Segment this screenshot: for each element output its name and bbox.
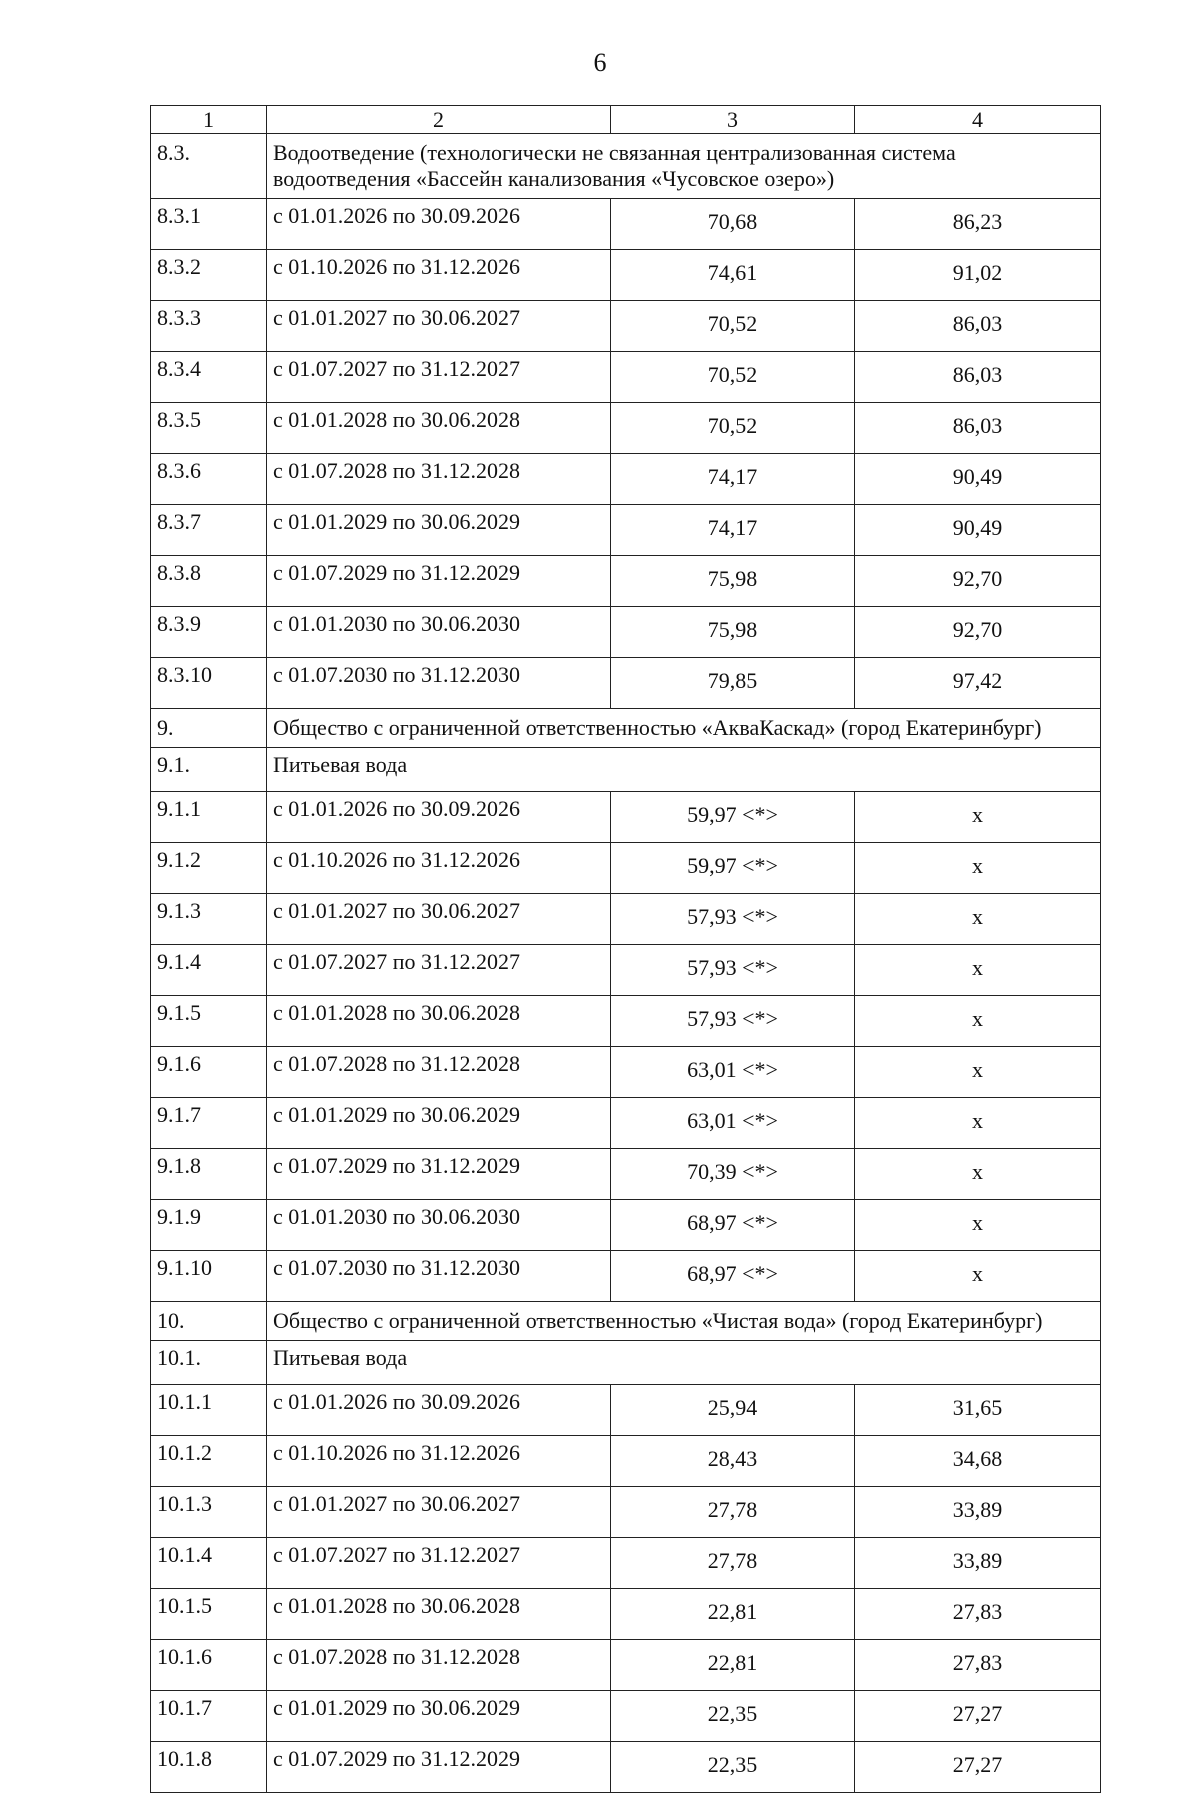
row-value-3: 70,39 <*> — [611, 1149, 855, 1200]
row-period: с 01.07.2027 по 31.12.2027 — [267, 1538, 611, 1589]
row-code: 10.1.6 — [151, 1640, 267, 1691]
table-row — [151, 1098, 1101, 1149]
row-code: 10.1. — [151, 1341, 267, 1385]
table-row — [151, 945, 1101, 996]
row-value-4: x — [855, 894, 1101, 945]
row-value-4: x — [855, 1047, 1101, 1098]
table-row — [151, 894, 1101, 945]
row-label: Питьевая вода — [267, 1341, 1101, 1385]
row-code: 9.1. — [151, 748, 267, 792]
row-value-4: 92,70 — [855, 607, 1101, 658]
row-period: с 01.10.2026 по 31.12.2026 — [267, 250, 611, 301]
row-period: с 01.07.2030 по 31.12.2030 — [267, 658, 611, 709]
row-value-3: 59,97 <*> — [611, 792, 855, 843]
row-value-3: 59,97 <*> — [611, 843, 855, 894]
row-value-4: 86,03 — [855, 403, 1101, 454]
row-label: Питьевая вода — [267, 748, 1101, 792]
table-body — [151, 134, 1101, 1793]
column-header-3: 3 — [611, 106, 855, 134]
row-value-3: 27,78 — [611, 1487, 855, 1538]
row-value-4: 92,70 — [855, 556, 1101, 607]
row-value-4: x — [855, 792, 1101, 843]
row-code: 9.1.10 — [151, 1251, 267, 1302]
row-period: с 01.07.2028 по 31.12.2028 — [267, 454, 611, 505]
row-period: с 01.10.2026 по 31.12.2026 — [267, 1436, 611, 1487]
row-value-4: 90,49 — [855, 505, 1101, 556]
row-value-4: x — [855, 996, 1101, 1047]
row-code: 10.1.5 — [151, 1589, 267, 1640]
row-period: с 01.01.2027 по 30.06.2027 — [267, 894, 611, 945]
row-value-4: 31,65 — [855, 1385, 1101, 1436]
row-value-3: 22,81 — [611, 1589, 855, 1640]
group-row — [151, 134, 1101, 199]
row-value-3: 70,52 — [611, 301, 855, 352]
row-value-3: 79,85 — [611, 658, 855, 709]
row-period: с 01.01.2028 по 30.06.2028 — [267, 996, 611, 1047]
row-value-3: 57,93 <*> — [611, 996, 855, 1047]
row-value-3: 22,35 — [611, 1742, 855, 1793]
row-value-4: x — [855, 1149, 1101, 1200]
row-period: с 01.01.2028 по 30.06.2028 — [267, 403, 611, 454]
table-row — [151, 454, 1101, 505]
table-row — [151, 556, 1101, 607]
row-value-3: 22,81 — [611, 1640, 855, 1691]
row-value-3: 63,01 <*> — [611, 1098, 855, 1149]
row-code: 9.1.7 — [151, 1098, 267, 1149]
row-code: 9.1.9 — [151, 1200, 267, 1251]
row-value-4: 27,83 — [855, 1640, 1101, 1691]
row-value-3: 70,52 — [611, 352, 855, 403]
row-period: с 01.07.2028 по 31.12.2028 — [267, 1640, 611, 1691]
row-code: 10.1.2 — [151, 1436, 267, 1487]
table-row — [151, 1149, 1101, 1200]
row-period: с 01.01.2026 по 30.09.2026 — [267, 1385, 611, 1436]
row-value-3: 74,17 — [611, 505, 855, 556]
group-row — [151, 709, 1101, 748]
table-row — [151, 607, 1101, 658]
row-code: 9.1.8 — [151, 1149, 267, 1200]
row-value-3: 70,68 — [611, 199, 855, 250]
row-code: 8.3.8 — [151, 556, 267, 607]
table-row — [151, 250, 1101, 301]
row-period: с 01.01.2027 по 30.06.2027 — [267, 301, 611, 352]
row-code: 8.3.7 — [151, 505, 267, 556]
row-label: Общество с ограниченной ответственностью «Чистая вода» (город Екатеринбург) — [267, 1302, 1101, 1341]
row-value-3: 68,97 <*> — [611, 1200, 855, 1251]
row-value-4: 86,03 — [855, 301, 1101, 352]
row-period: с 01.01.2026 по 30.09.2026 — [267, 792, 611, 843]
row-value-3: 75,98 — [611, 556, 855, 607]
table-row — [151, 1691, 1101, 1742]
row-code: 9.1.5 — [151, 996, 267, 1047]
row-value-4: 90,49 — [855, 454, 1101, 505]
row-value-3: 68,97 <*> — [611, 1251, 855, 1302]
row-period: с 01.07.2029 по 31.12.2029 — [267, 1149, 611, 1200]
row-value-4: x — [855, 945, 1101, 996]
row-code: 8.3.2 — [151, 250, 267, 301]
row-value-3: 70,52 — [611, 403, 855, 454]
row-period: с 01.01.2026 по 30.09.2026 — [267, 199, 611, 250]
column-header-1: 1 — [151, 106, 267, 134]
tariff-table — [150, 105, 1101, 1793]
row-value-4: 33,89 — [855, 1487, 1101, 1538]
row-period: с 01.07.2028 по 31.12.2028 — [267, 1047, 611, 1098]
row-value-4: x — [855, 1098, 1101, 1149]
row-code: 9.1.4 — [151, 945, 267, 996]
row-period: с 01.01.2027 по 30.06.2027 — [267, 1487, 611, 1538]
row-code: 8.3.5 — [151, 403, 267, 454]
row-period: с 01.01.2029 по 30.06.2029 — [267, 505, 611, 556]
row-value-3: 28,43 — [611, 1436, 855, 1487]
table-row — [151, 1385, 1101, 1436]
table-row — [151, 505, 1101, 556]
row-value-4: 27,83 — [855, 1589, 1101, 1640]
row-period: с 01.01.2029 по 30.06.2029 — [267, 1098, 611, 1149]
row-code: 8.3.6 — [151, 454, 267, 505]
table-row — [151, 996, 1101, 1047]
row-code: 10.1.1 — [151, 1385, 267, 1436]
table-row — [151, 301, 1101, 352]
row-period: с 01.10.2026 по 31.12.2026 — [267, 843, 611, 894]
table-header-row — [151, 106, 1101, 134]
row-value-4: 86,23 — [855, 199, 1101, 250]
row-code: 9.1.6 — [151, 1047, 267, 1098]
row-value-4: 91,02 — [855, 250, 1101, 301]
row-value-4: 34,68 — [855, 1436, 1101, 1487]
table-row — [151, 1640, 1101, 1691]
table-row — [151, 792, 1101, 843]
row-label: Водоотведение (технологически не связанная централизованная система водоотведения «Бассейн канализования «Чусовское озеро») — [267, 134, 1101, 199]
row-value-4: 33,89 — [855, 1538, 1101, 1589]
row-code: 8.3. — [151, 134, 267, 199]
row-code: 8.3.10 — [151, 658, 267, 709]
row-period: с 01.07.2029 по 31.12.2029 — [267, 1742, 611, 1793]
row-code: 9.1.1 — [151, 792, 267, 843]
row-code: 10.1.3 — [151, 1487, 267, 1538]
table-row — [151, 1047, 1101, 1098]
row-value-3: 74,17 — [611, 454, 855, 505]
row-value-3: 75,98 — [611, 607, 855, 658]
row-value-3: 57,93 <*> — [611, 945, 855, 996]
table-row — [151, 1589, 1101, 1640]
row-code: 10.1.8 — [151, 1742, 267, 1793]
table-row — [151, 199, 1101, 250]
column-header-4: 4 — [855, 106, 1101, 134]
table-row — [151, 1742, 1101, 1793]
row-period: с 01.07.2027 по 31.12.2027 — [267, 352, 611, 403]
row-period: с 01.07.2027 по 31.12.2027 — [267, 945, 611, 996]
row-period: с 01.07.2030 по 31.12.2030 — [267, 1251, 611, 1302]
row-period: с 01.01.2029 по 30.06.2029 — [267, 1691, 611, 1742]
table-row — [151, 1487, 1101, 1538]
row-code: 8.3.9 — [151, 607, 267, 658]
row-period: с 01.01.2030 по 30.06.2030 — [267, 607, 611, 658]
row-code: 8.3.1 — [151, 199, 267, 250]
row-code: 10. — [151, 1302, 267, 1341]
row-value-4: 27,27 — [855, 1691, 1101, 1742]
row-label: Общество с ограниченной ответственностью «АкваКаскад» (город Екатеринбург) — [267, 709, 1101, 748]
row-value-4: 86,03 — [855, 352, 1101, 403]
table-row — [151, 1538, 1101, 1589]
row-code: 9.1.3 — [151, 894, 267, 945]
row-period: с 01.01.2028 по 30.06.2028 — [267, 1589, 611, 1640]
table-row — [151, 352, 1101, 403]
row-value-3: 57,93 <*> — [611, 894, 855, 945]
row-value-3: 63,01 <*> — [611, 1047, 855, 1098]
row-value-4: x — [855, 843, 1101, 894]
row-code: 9. — [151, 709, 267, 748]
table-row — [151, 1200, 1101, 1251]
row-code: 8.3.3 — [151, 301, 267, 352]
table-row — [151, 658, 1101, 709]
column-header-2: 2 — [267, 106, 611, 134]
row-code: 10.1.7 — [151, 1691, 267, 1742]
row-value-4: 97,42 — [855, 658, 1101, 709]
page-number: 6 — [593, 48, 607, 77]
row-value-4: 27,27 — [855, 1742, 1101, 1793]
row-value-3: 25,94 — [611, 1385, 855, 1436]
row-code: 8.3.4 — [151, 352, 267, 403]
group-row — [151, 1302, 1101, 1341]
subgroup-row — [151, 748, 1101, 792]
row-period: с 01.01.2030 по 30.06.2030 — [267, 1200, 611, 1251]
row-code: 9.1.2 — [151, 843, 267, 894]
row-code: 10.1.4 — [151, 1538, 267, 1589]
row-value-3: 27,78 — [611, 1538, 855, 1589]
row-value-4: x — [855, 1251, 1101, 1302]
row-value-3: 22,35 — [611, 1691, 855, 1742]
table-row — [151, 843, 1101, 894]
subgroup-row — [151, 1341, 1101, 1385]
row-value-3: 74,61 — [611, 250, 855, 301]
row-value-4: x — [855, 1200, 1101, 1251]
table-row — [151, 403, 1101, 454]
row-period: с 01.07.2029 по 31.12.2029 — [267, 556, 611, 607]
table-row — [151, 1251, 1101, 1302]
table-row — [151, 1436, 1101, 1487]
